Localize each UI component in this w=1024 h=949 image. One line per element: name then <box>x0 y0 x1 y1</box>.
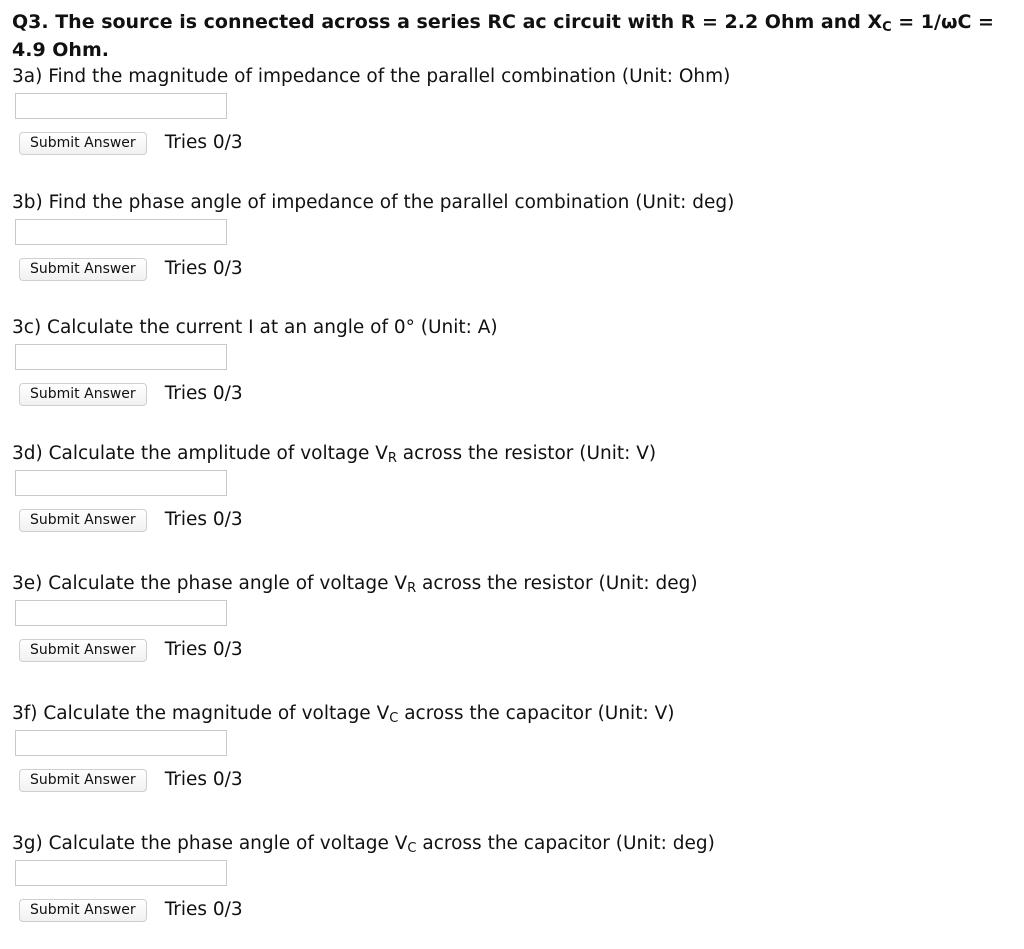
tries-counter: Tries 0/3 <box>164 769 243 790</box>
header-text: Q3. The source is connected across a series RC ac circuit with R = 2.2 Ohm and X <box>12 11 883 33</box>
submit-row <box>19 897 1012 923</box>
submit-answer-button[interactable]: Submit Answer <box>19 899 147 922</box>
answer-input[interactable] <box>15 93 227 119</box>
tries-counter: Tries 0/3 <box>164 639 243 660</box>
answer-input[interactable] <box>15 600 227 626</box>
question-text: 3d) Calculate the amplitude of voltage $V_R$ across the resistor (Unit: V) <box>12 443 657 466</box>
header-text-end: = 1/ωC = <box>891 11 994 33</box>
tries-counter: Tries 0/3 <box>164 509 243 530</box>
submit-row <box>19 767 1012 793</box>
question-3g <box>12 831 1012 923</box>
question-text: 3g) Calculate the phase angle of voltage $V_C$ across the capacitor (Unit: deg) <box>12 833 715 856</box>
submit-row <box>19 507 1012 533</box>
question-header <box>12 8 1012 64</box>
tries-counter: Tries 0/3 <box>164 899 243 920</box>
question-3b <box>12 190 1012 282</box>
answer-input[interactable] <box>15 219 227 245</box>
submit-row <box>19 130 1012 156</box>
header-line-2: 4.9 Ohm. <box>12 39 109 61</box>
answer-input[interactable] <box>15 730 227 756</box>
question-3e <box>12 571 1012 663</box>
tries-counter: Tries 0/3 <box>164 258 243 279</box>
question-3d <box>12 441 1012 533</box>
question-3a <box>12 64 1012 156</box>
submit-row <box>19 381 1012 407</box>
question-3c <box>12 315 1012 407</box>
tries-counter: Tries 0/3 <box>164 383 243 404</box>
header-subscript: C <box>882 20 892 35</box>
submit-answer-button[interactable]: Submit Answer <box>19 509 147 532</box>
submit-answer-button[interactable]: Submit Answer <box>19 258 147 281</box>
submit-answer-button[interactable]: Submit Answer <box>19 769 147 792</box>
tries-counter: Tries 0/3 <box>164 132 243 153</box>
submit-answer-button[interactable]: Submit Answer <box>19 132 147 155</box>
question-text: 3e) Calculate the phase angle of voltage $V_R$ across the resistor (Unit: deg) <box>12 573 698 596</box>
header-line-1 <box>12 8 1012 36</box>
submit-row <box>19 256 1012 282</box>
answer-input[interactable] <box>15 344 227 370</box>
question-text: 3f) Calculate the magnitude of voltage $V_C$ across the capacitor (Unit: V) <box>12 703 675 726</box>
submit-answer-button[interactable]: Submit Answer <box>19 383 147 406</box>
question-3f <box>12 701 1012 793</box>
submit-answer-button[interactable]: Submit Answer <box>19 639 147 662</box>
answer-input[interactable] <box>15 470 227 496</box>
question-text: 3b) Find the phase angle of impedance of the parallel combination (Unit: deg) <box>12 192 735 213</box>
answer-input[interactable] <box>15 860 227 886</box>
submit-row <box>19 637 1012 663</box>
question-text: 3c) Calculate the current I at an angle of 0° (Unit: A) <box>12 317 498 338</box>
question-text: 3a) Find the magnitude of impedance of the parallel combination (Unit: Ohm) <box>12 66 731 87</box>
